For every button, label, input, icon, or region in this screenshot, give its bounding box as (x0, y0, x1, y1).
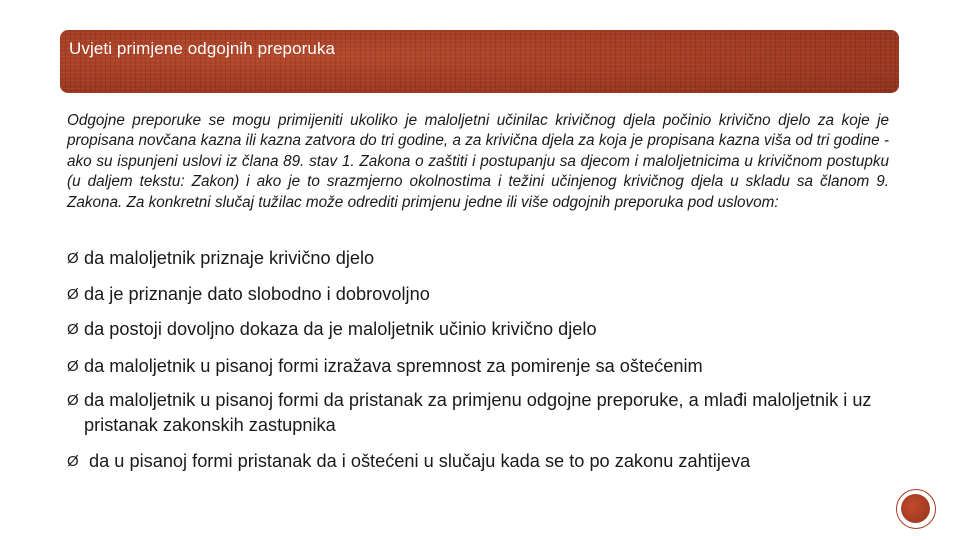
condition-item (67, 246, 893, 271)
slide-number-badge (896, 489, 936, 529)
arrow-bullet-icon: Ø (67, 453, 79, 470)
condition-item (67, 449, 893, 474)
condition-text: da u pisanoj formi pristanak da i oštećeni u slučaju kada se to po zakonu zahtijeva (89, 451, 751, 471)
condition-item (67, 354, 893, 379)
badge-circle-icon (901, 494, 930, 523)
arrow-bullet-icon: Ø (67, 250, 79, 267)
condition-text: da maloljetnik u pisanoj formi da pristanak za primjenu odgojne preporuke, a mlađi maloljetnik i uz pristanak zakonskih zastupnika (84, 390, 872, 435)
arrow-bullet-icon: Ø (67, 392, 79, 409)
arrow-bullet-icon: Ø (67, 358, 79, 375)
condition-item (67, 388, 893, 438)
title-banner (60, 30, 899, 93)
condition-text: da maloljetnik priznaje krivično djelo (84, 248, 375, 268)
condition-text: da maloljetnik u pisanoj formi izražava spremnost za pomirenje sa oštećenim (84, 356, 703, 376)
condition-item (67, 317, 893, 342)
arrow-bullet-icon: Ø (67, 286, 79, 303)
arrow-bullet-icon: Ø (67, 321, 79, 338)
condition-text: da je priznanje dato slobodno i dobrovoljno (84, 284, 430, 304)
condition-text: da postoji dovoljno dokaza da je maloljetnik učinio krivično djelo (84, 319, 597, 339)
intro-paragraph: Odgojne preporuke se mogu primijeniti ukoliko je maloljetni učinilac krivičnog djela počinio krivično djelo za koje je propisana novčana kazna ili kazna zatvora do tri godine, a za krivična djela za koja je propisana kazna viša od tri godine - ako su ispunjeni uslovi iz člana 89. stav 1. Zakona o zaštiti i postupanju sa djecom i maloljetnicima u krivičnom postupku (u daljem tekstu: Zakon) i ako je to srazmjerno okolnostima i težini učinjenog krivičnog djela u skladu sa članom 9. Zakona. Za konkretni slučaj tužilac može odrediti primjenu jedne ili više odgojnih preporuka pod uslovom: (67, 112, 889, 211)
condition-item (67, 282, 893, 307)
slide-title: Uvjeti primjene odgojnih preporuka (69, 39, 336, 58)
